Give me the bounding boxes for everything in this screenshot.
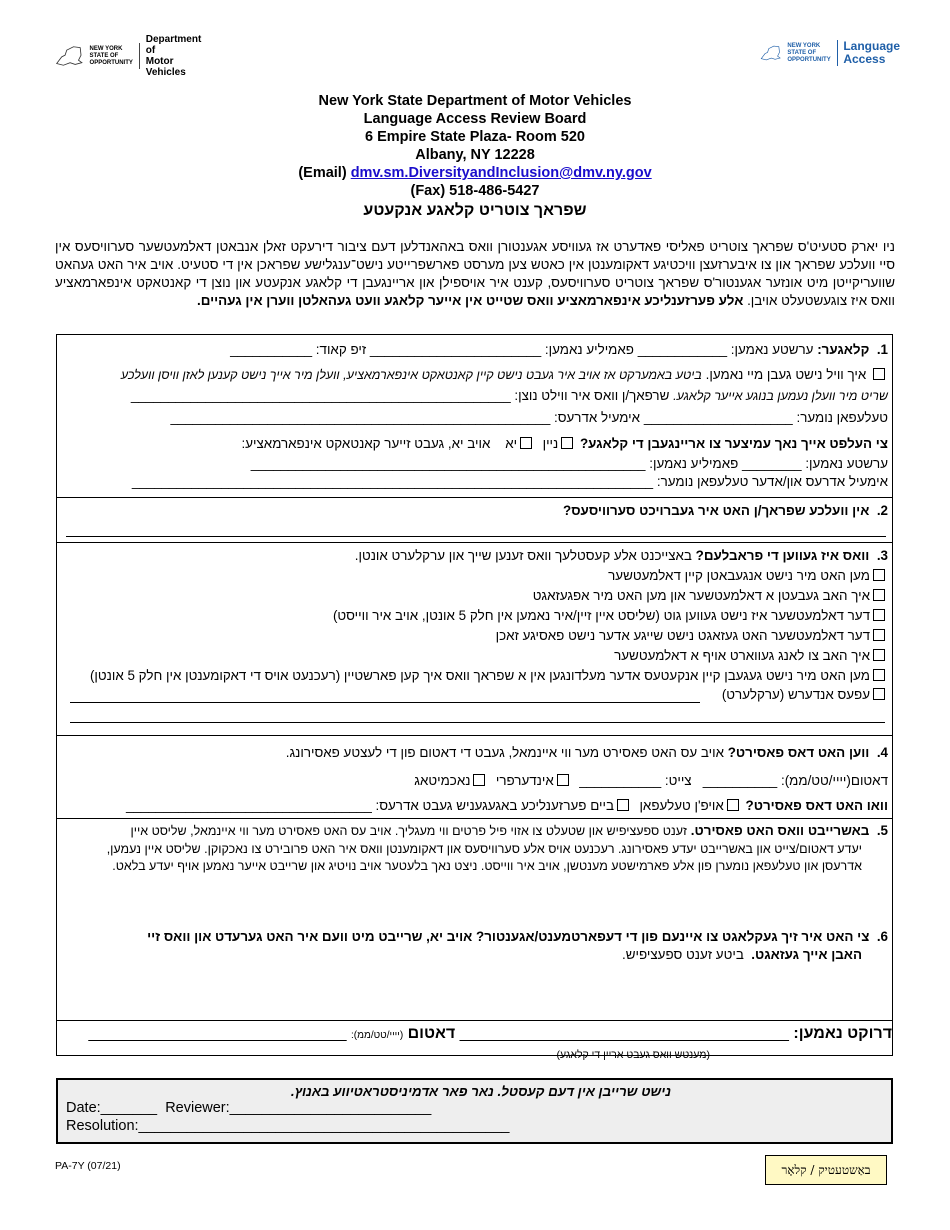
section-1-name-row: 1. קלאגער: ערשטע נאמען: ____________ פאמיליע נאמען: _______________________ זיפ קאוד: ___________ [230, 342, 888, 357]
last-name-field[interactable]: _______________________ [369, 342, 542, 357]
section-divider [56, 1020, 893, 1021]
header-board: Language Access Review Board [363, 111, 587, 127]
new-york-state-outline-icon [760, 40, 781, 66]
dmv-logo-agency: Department of Motor Vehicles [145, 34, 202, 78]
resolution-line: Resolution:______________________________________________ [66, 1118, 510, 1134]
helper-first-name-field[interactable]: ________ [742, 456, 802, 471]
languages-needed-field[interactable] [66, 536, 886, 537]
location-row: וואו האט דאס פאסירט? אויפ'ן טעלעפאן ביים פערזענליכע באגעגעניש געבט אדרעס: _________________________________ [126, 798, 888, 813]
problem-checkbox[interactable] [873, 649, 885, 661]
section-6-row2: האבן אייך געזאגט. ביטע זענט ספעציפיש. [622, 947, 862, 962]
section-2-row: 2. אין וועלכע שפראך/ן האט איר געברויכט סערוויסעס? [563, 503, 888, 518]
signature-note: (מענטש וואס געבט אריין די קלאגע) [556, 1049, 710, 1061]
section-divider [56, 542, 893, 543]
signature-row: דרוקט נאמען: _____________________________________ דאטום (יייי/טט/ממ): _____________________________ [88, 1025, 892, 1042]
section-5-line3: אדרעסן און טעלעפאן נומערן פון אלע פארמישטע מענטשן, אויב איר ווייסט. ניצט נאך בלעטער אויב נויטיג און שרייבט אייער נאמען אויף יעדע בלאט. [112, 859, 862, 873]
problem-checkbox[interactable] [873, 688, 885, 700]
section-5-line2: יעדע דאטום/צייט און באשרייבט יעדע פאסירונג. רעכנעט אויס אלע סערוויסעס און דאקומענטן וואס איר האט פרובירט צו נאכקוקן. שליסט איין נעמען, [106, 842, 862, 856]
zip-field[interactable]: ___________ [230, 342, 313, 357]
problem-option: איך האב צו לאנג געווארט אויף א דאלמעטשער [614, 647, 888, 665]
problem-option: מען האט מיר נישט געגעבן קיין אנקעטעס אדער מעלדונגען אין א שפראך וואס איך קען פארשטיין (רעכנעט אויס די דאקומענטן אין חלק 5 אונטן) [90, 667, 888, 685]
problem-option: מען האט מיר נישט אנגעבאטן קיין דאלמעטשער [608, 567, 888, 585]
problem-option: עפעס אנדערש (ערקלערט) [722, 686, 888, 704]
problem-option: דער דאלמעטשער איז נישט געווען גוט (שליסט איין זיין/איר נאמען אין חלק 5 אונטן, אויב איר ווייסט) [333, 607, 888, 625]
privacy-note: אלע פערזענליכע אינפארמאציע וואס שטייט אין אייער קלאגע וועט געהאלטן ווערן אין געהיים. [197, 293, 744, 308]
helper-no-checkbox[interactable] [561, 437, 573, 449]
problem-checkbox[interactable] [873, 609, 885, 621]
problem-checkbox[interactable] [873, 569, 885, 581]
admin-review-title: נישט שרייבן אין דעם קעסטל. נאר פאר אדמיניסטראטיווע באנוץ. [290, 1084, 671, 1099]
language-access-logo-label: Language Access [843, 39, 900, 66]
phone-location-checkbox[interactable] [727, 799, 739, 811]
incident-time-field[interactable]: ___________ [579, 773, 662, 788]
section-6-row: 6. צי האט איר זיך געקלאגט צו איינעם פון די דעפארטמענט/אגענטור? אויב יא, שרייבט מיט וועם איר האט גערעדט און וואס זיי [147, 929, 888, 944]
review-date-line: Date:_______ Reviewer:_________________________ [66, 1100, 432, 1116]
section-5-row: 5. באשרייבט וואס האט פאסירט. זענט ספעציפיש און שטעלט צו אזוי פיל פרטים ווי מעגליך. אויב עס האט פאסירט מער ווי איינמאל, שליסט איין [130, 823, 888, 838]
address-field[interactable]: _________________________________ [126, 798, 372, 813]
form-title: שפראך צוטריט קלאגע אנקעטע [363, 202, 587, 219]
contact-row: טעלעפאן נומער: ____________________ אימעיל אדרעס: ___________________________________________________ [170, 410, 888, 425]
prior-complaint-area[interactable] [60, 966, 888, 1014]
confirm-clear-button[interactable]: באַשטעטיק / קלאָר [765, 1155, 887, 1185]
helper-yes-checkbox[interactable] [520, 437, 532, 449]
email-link[interactable]: dmv.sm.DiversityandInclusion@dmv.ny.gov [350, 165, 652, 181]
helper-last-name-field[interactable]: _____________________________________________________ [250, 456, 646, 471]
helper-name-row: ערשטע נאמען: ________ פאמיליע נאמען: _____________________________________________________ [250, 456, 888, 471]
language-pref-row: שריט מיר וועלן נעמען בנוגע אייער קלאגע. שרפאך/ן וואס איר ווילט נוצן: ___________________________________________________ [130, 388, 888, 403]
new-york-state-outline-icon [55, 43, 84, 69]
language-pref-field[interactable]: ___________________________________________________ [130, 388, 511, 403]
date-time-row: דאטום(יייי/טט/ממ): __________ צייט: ___________ אינדערפרי נאכמיטאג [414, 773, 888, 788]
problem-option: איך האב געבעטן א דאלמעטשער און מען האט מיר אפגעזאגט [533, 587, 888, 605]
review-date-field[interactable]: _______ [100, 1100, 158, 1116]
am-checkbox[interactable] [557, 774, 569, 786]
helper-question-row: צי העלפט אייך נאך עמיצער צו אריינגעבן די קלאגע? ניין יא אויב יא, געבט זייער קאנטאקט אינפארמאציע: [241, 436, 888, 451]
problem-checkbox[interactable] [873, 629, 885, 641]
phone-field[interactable]: ____________________ [643, 410, 793, 425]
problem-other-field[interactable] [70, 702, 700, 703]
language-access-logo-state: NEW YORK STATE OF OPPORTUNITY [787, 42, 831, 63]
header-city: Albany, NY 12228 [415, 147, 535, 163]
description-area[interactable] [60, 875, 888, 920]
anonymous-row: איך וויל נישט געבן מיי נאמען. ביטע באמערקט אז אויב איר געבט נישט קיין קאנטאקט אינפארמאציע, וועלן מיר אייך נישט קענען לאזן וויסן וועלכע [121, 366, 888, 384]
header-email-line: (Email) dmv.sm.DiversityandInclusion@dmv.ny.gov [298, 165, 652, 181]
incident-date-field[interactable]: __________ [702, 773, 778, 788]
first-name-field[interactable]: ____________ [637, 342, 728, 357]
section-divider [56, 818, 893, 819]
form-code: PA-7Y (07/21) [55, 1160, 121, 1172]
print-name-field[interactable]: _____________________________________ [459, 1025, 789, 1042]
problem-explain-field[interactable] [70, 722, 885, 723]
problem-option: דער דאלמעטשער האט געזאגט נישט שייגע אדער נישט פאסיגע זאכן [496, 627, 888, 645]
section-4-row: 4. ווען האט דאס פאסירט? אויב עס האט פאסירט מער ווי איינמאל, געבט די דאטום פון די לעצטע פאסירונג. [285, 745, 888, 760]
office-location-checkbox[interactable] [617, 799, 629, 811]
helper-contact-field[interactable]: ______________________________________________________________________ [131, 474, 654, 489]
intro-paragraph: ניו יארק סטעיט'ס שפראך צוטריט פאליסי פאדערט אז געוויסע אגענטורן וואס באהאנדלען דעם ציבור דירעקט זאלן אנבאטן דאלמעטשער סערוויסעס אין סיי וועלכע שפראך און צו איבערזעצן וויכטיגע דאקומענטן אין כאטש צען מערסט פארשפרייטע נישט־ענגלישע שפראכן אין די סטעיט. אויב איר האט געהאט שוועריקייטן מיט אונזער אגענטור'ס שפראך צוטריט סערוויסעס, קענט איר אויספילן און אריינגעבן די קלאגע אנקעטע און נוצן די קאנטאקט אינפארמאציע וואס איז צוגעשטעלט אויבן. אלע פערזענליכע אינפארמאציע וואס שטייט אין אייער קלאגע וועט געהאלטן ווערן אין געהיים. [55, 239, 895, 308]
logo-divider [139, 43, 140, 69]
dmv-logo-state: NEW YORK STATE OF OPPORTUNITY [89, 45, 133, 66]
dmv-logo [55, 34, 205, 78]
pm-checkbox[interactable] [473, 774, 485, 786]
signature-date-field[interactable]: _____________________________ [88, 1025, 347, 1042]
header-agency: New York State Department of Motor Vehicles [318, 93, 632, 109]
header-fax: (Fax) 518-486-5427 [410, 183, 540, 199]
resolution-field[interactable]: ______________________________________________ [138, 1118, 510, 1134]
language-access-logo [760, 36, 900, 70]
problem-checkbox[interactable] [873, 669, 885, 681]
logo-divider [837, 40, 838, 66]
admin-review-box [56, 1078, 893, 1144]
section-3-row: 3. וואס איז געווען די פראבלעם? באצייכנט אלע קעסטלעך וואס זענען שייך און ערקלערט אונטן. [354, 548, 888, 563]
helper-contact-row: אימעיל אדרעס און/אדער טעלעפאן נומער: ______________________________________________________________________ [131, 474, 888, 489]
anonymous-checkbox[interactable] [873, 368, 885, 380]
section-divider [56, 735, 893, 736]
reviewer-field[interactable]: _________________________ [229, 1100, 432, 1116]
problem-checkbox[interactable] [873, 589, 885, 601]
form-header [0, 92, 950, 220]
section-divider [56, 497, 893, 498]
email-field[interactable]: ___________________________________________________ [170, 410, 551, 425]
header-address: 6 Empire State Plaza- Room 520 [365, 129, 585, 145]
